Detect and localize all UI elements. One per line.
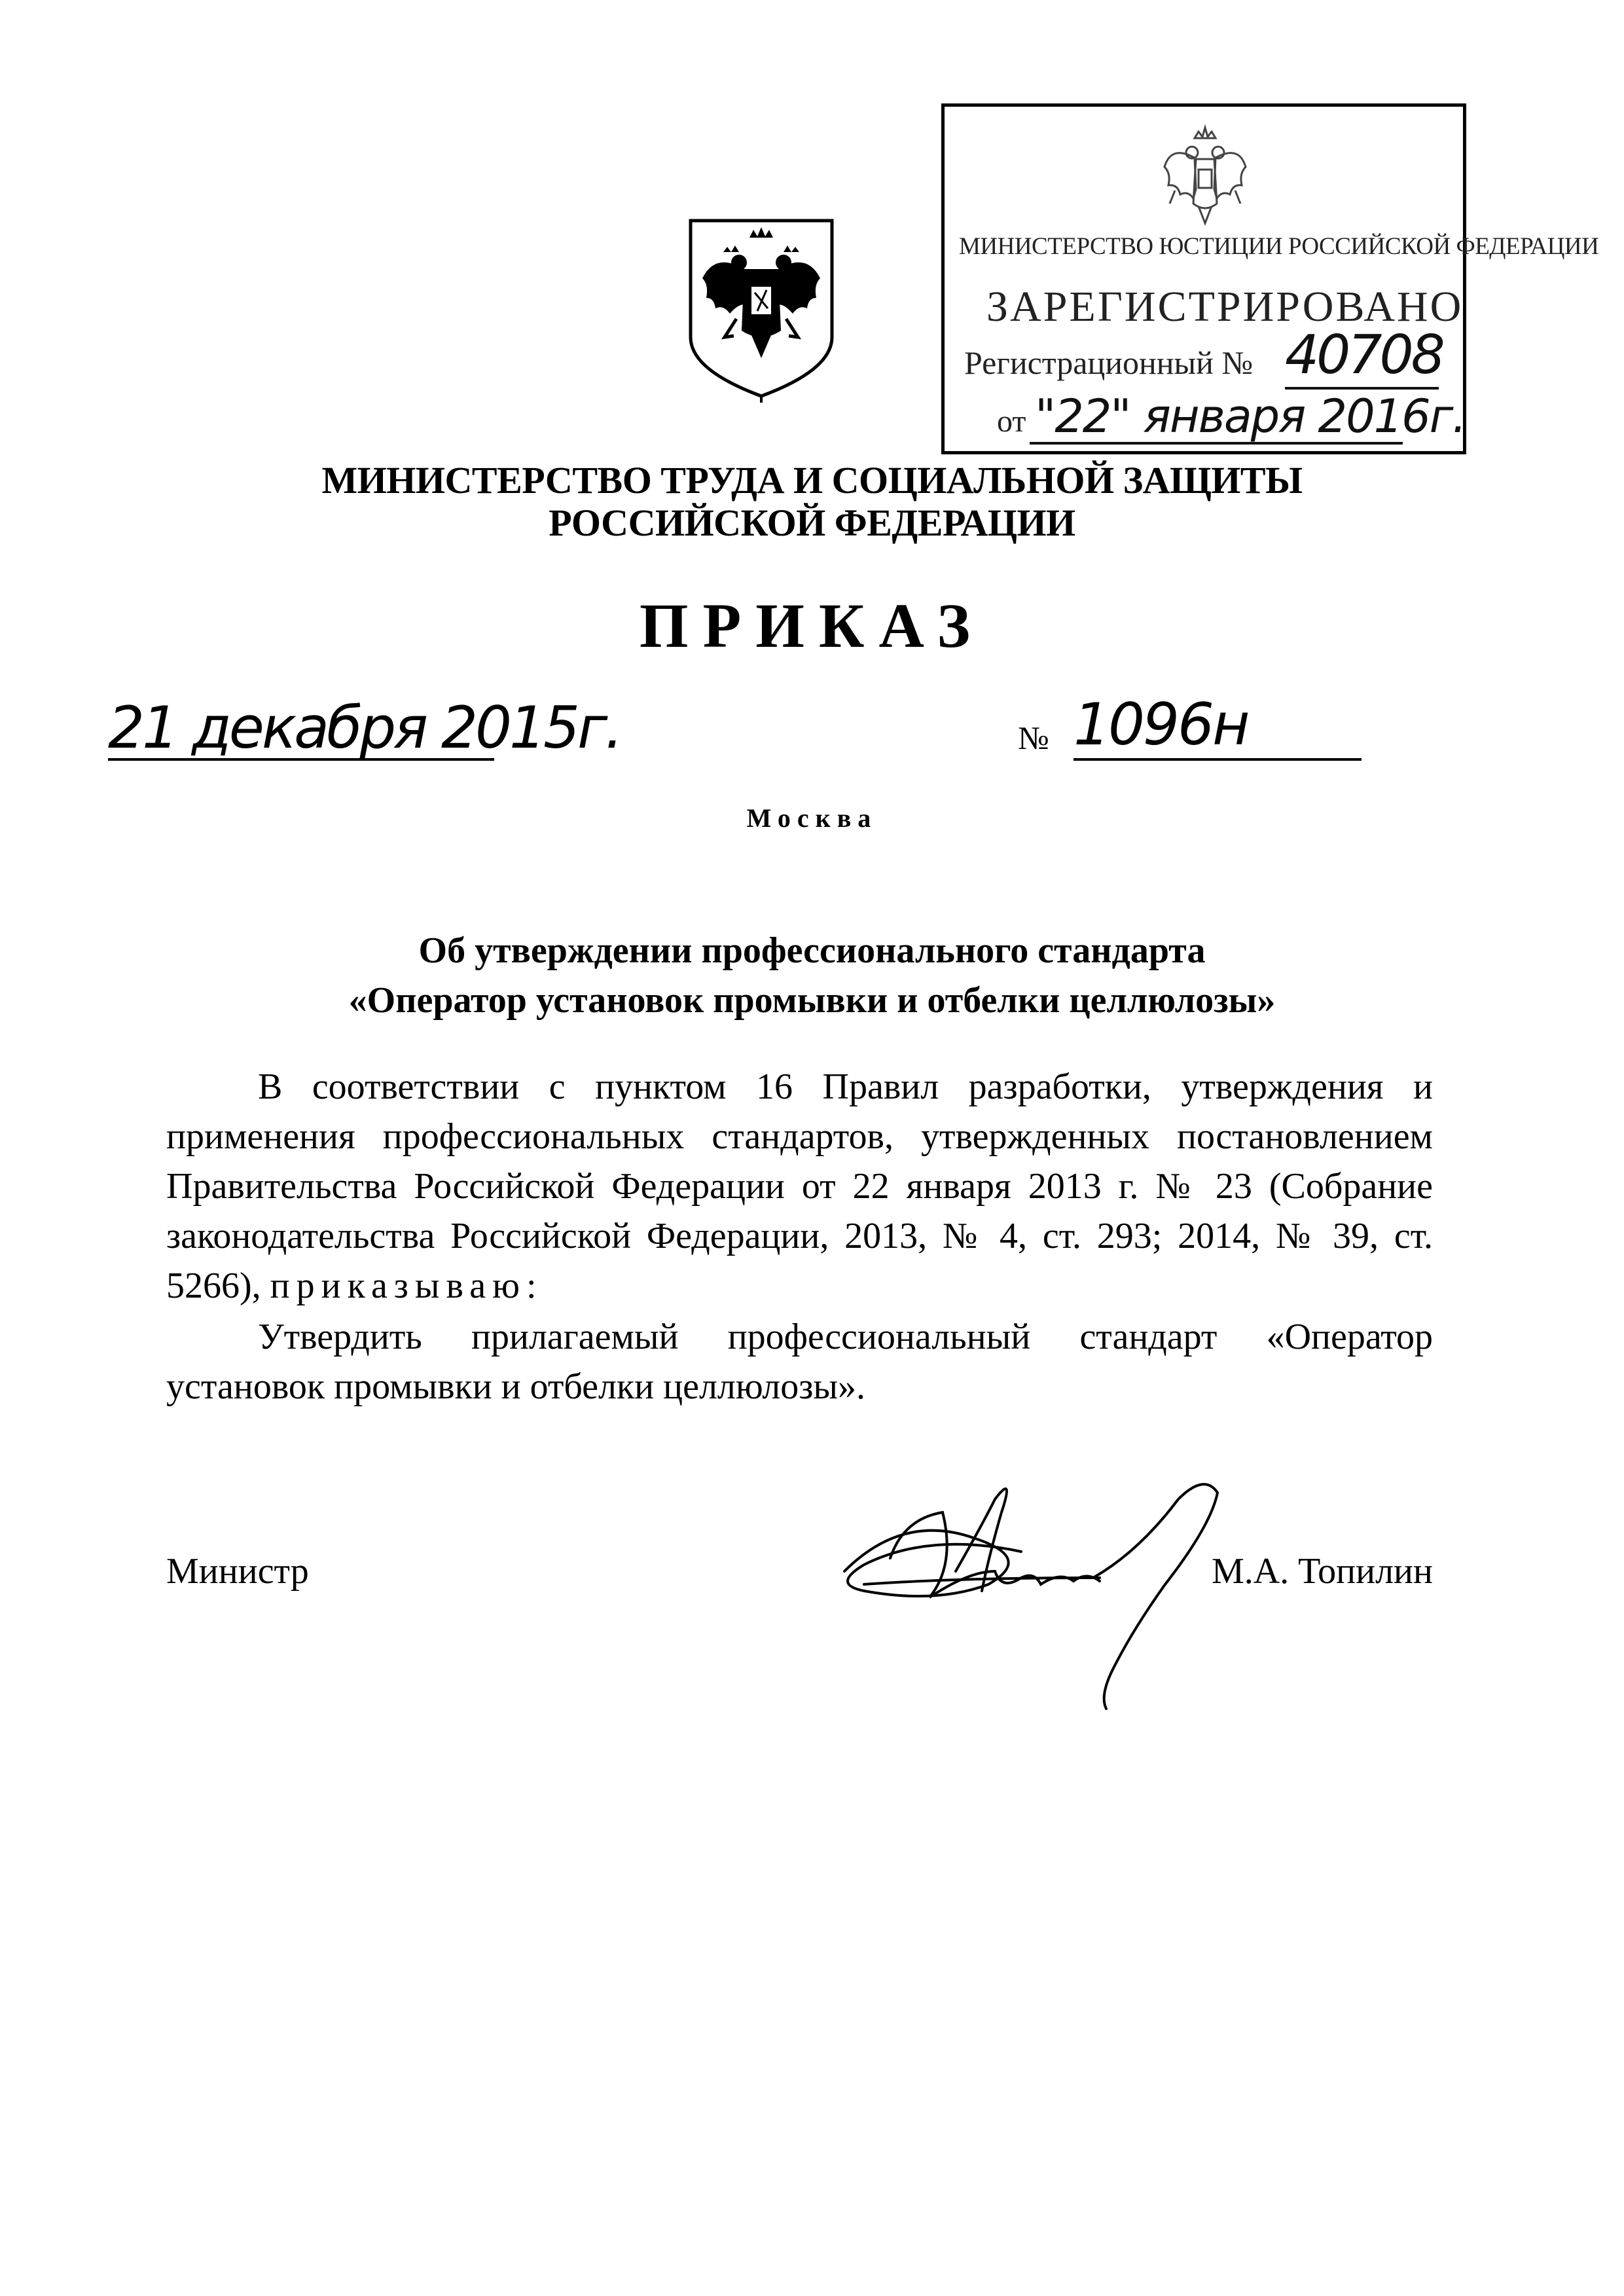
document-type-title: ПРИКАЗ [639,591,985,661]
stamp-coat-of-arms-icon [1155,118,1255,230]
order-date: 21 декабря 2015г. [108,694,621,761]
stamp-registration-number: 40708 [1285,324,1443,386]
stamp-date-label: от [997,404,1026,439]
order-number: 1096н [1074,691,1248,758]
stamp-registration-label: Регистрационный № [964,344,1254,381]
coat-of-arms-icon [676,206,846,403]
city-name: Москва [746,803,878,833]
stamp-ministry-name: МИНИСТЕРСТВО ЮСТИЦИИ РОССИЙСКОЙ ФЕДЕРАЦИИ [959,233,1599,260]
order-number-underline [1074,758,1362,761]
order-word: приказываю: [270,1266,543,1306]
order-number-label: № [1018,720,1049,756]
order-date-underline [108,758,494,761]
subject-line-1: Об утверждении профессионального стандарта [418,930,1206,971]
subject-line-2: «Оператор установок промывки и отбелки целлюлозы» [348,980,1276,1021]
body-paragraph-1 [166,1062,1433,1311]
stamp-date-value: "22" января 2016г. [1035,390,1466,443]
stamp-status: ЗАРЕГИСТРИРОВАНО [986,283,1464,331]
registration-stamp [941,103,1599,454]
ministry-name-line-1: МИНИСТЕРСТВО ТРУДА И СОЦИАЛЬНОЙ ЗАЩИТЫ [321,459,1303,501]
body-paragraph-2: Утвердить прилагаемый профессиональный стандарт «Оператор установок промывки и отбелки целлюлозы». [166,1317,1433,1407]
handwritten-signature [825,1473,1283,1715]
body-paragraph-1-text: В соответствии с пунктом 16 Правил разработки, утверждения и применения профессиональных стандартов, утвержденных постановлением Правительства Российской Федерации от 22 января 2013 г. № 23 (Собрание законодательства Российской Федерации, 2013, № 4, ст. 293; 2014, № 39, ст. 5266), [166,1066,1433,1306]
signatory-name: М.А. Топилин [1211,1551,1433,1592]
ministry-name-line-2: РОССИЙСКОЙ ФЕДЕРАЦИИ [549,501,1075,544]
stamp-date-underline [1030,442,1403,445]
signatory-title: Министр [166,1551,309,1592]
